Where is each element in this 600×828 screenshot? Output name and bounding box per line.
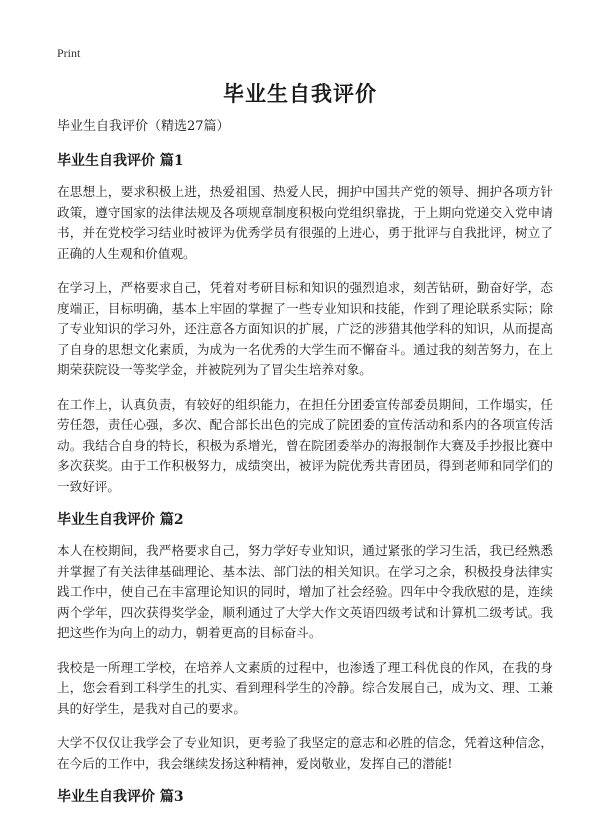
section-heading-1: 毕业生自我评价 篇1 (57, 153, 184, 169)
section-heading-3: 毕业生自我评价 篇3 (57, 789, 184, 805)
paragraph: 在思想上，要求积极上进，热爱祖国、热爱人民，拥护中国共产党的领导、拥护各项方针政策，遵守国家的法律法规及各项规章制度积极向党组织靠拢，于上期向党递交入党申请书，并在党校学习结业时被评为优秀学员有很强的上进心，勇于批评与自我批评，树立了正确的人生观和价值观。 (57, 184, 553, 261)
document-subtitle: 毕业生自我评价（精选27篇） (57, 119, 230, 134)
paragraph: 本人在校期间，我严格要求自己，努力学好专业知识，通过紧张的学习生活，我已经熟悉并掌握了有关法律基础理论、基本法、部门法的相关知识。在学习之余，积极投身法律实践工作中，使自己在丰富理论知识的同时，增加了社会经验。四年中令我欣慰的是，连续两个学年，四次获得奖学金，顺利通过了大学大作文英语四级考试和计算机二级考试。我把这些作为向上的动力，朝着更高的目标奋斗。 (57, 543, 553, 640)
section-heading-2: 毕业生自我评价 篇2 (57, 512, 184, 528)
document-body (57, 118, 553, 818)
paragraph: 在工作上，认真负责，有较好的组织能力，在担任分团委宣传部委员期间，工作塌实，任劳任怨，责任心强，多次、配合部长出色的完成了院团委的宣传活动和系内的各项宣传活动。我结合自身的特长，积极为系增光，曾在院团委举办的海报制作大赛及手抄报比赛中多次获奖。由于工作积极努力，成绩突出，被评为院优秀共青团员，得到老师和同学们的一致好评。 (57, 396, 553, 494)
document-title: 毕业生自我评价 (223, 81, 377, 106)
paragraph: 在学习上，严格要求自己，凭着对考研目标和知识的强烈追求，刻苦钻研，勤奋好学，态度端正，目标明确，基本上牢固的掌握了一些专业知识和技能，作到了理论联系实际；除了专业知识的学习外，还注意各方面知识的扩展，广泛的涉猎其他学科的知识，从而提高了自身的思想文化素质，为成为一名优秀的大学生而不懈奋斗。通过我的刻苦努力，在上期荣获院设一等奖学金，并被院列为了冒尖生培养对象。 (57, 280, 553, 377)
paragraph: 大学不仅仅让我学会了专业知识，更考验了我坚定的意志和必胜的信念，凭着这种信念，在今后的工作中，我会继续发扬这种精神，爱岗敬业，发挥自己的潜能! (57, 735, 553, 771)
paragraph: 我校是一所理工学校，在培养人文素质的过程中，也渗透了理工科优良的作风，在我的身上，您会看到工科学生的扎实、看到理科学生的冷静。综合发展自己，成为文、理、工兼具的好学生，是我对自己的要求。 (57, 659, 553, 716)
print-label: Print (57, 46, 81, 60)
